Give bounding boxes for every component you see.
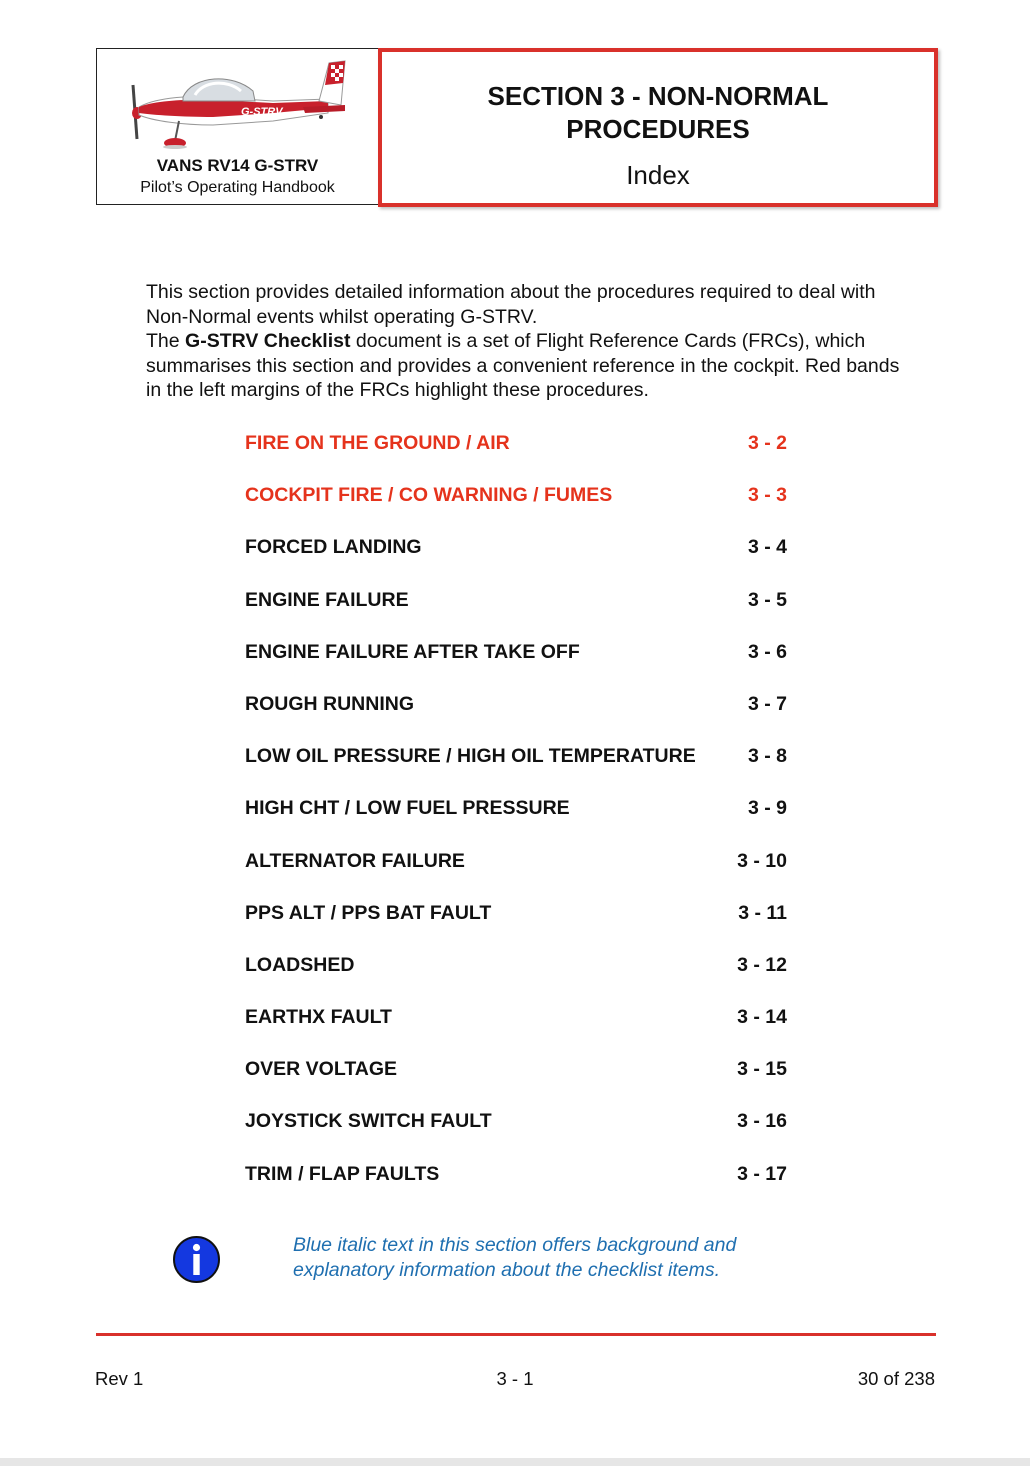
intro-prefix: The — [146, 330, 186, 353]
page-header — [96, 48, 938, 207]
toc-entry-page: 3 - 15 — [737, 1058, 787, 1081]
toc-entry-page: 3 - 12 — [737, 953, 787, 976]
toc-entry-page: 3 - 10 — [737, 849, 787, 872]
toc-entry-page: 3 - 14 — [737, 1006, 787, 1029]
toc-entry-title: HIGH CHT / LOW FUEL PRESSURE — [245, 797, 570, 820]
aircraft-illustration — [123, 55, 355, 159]
table-of-contents — [245, 428, 787, 1211]
intro-text — [146, 280, 906, 403]
toc-entry-page: 3 - 2 — [747, 432, 787, 454]
toc-entry-page: 3 - 9 — [747, 797, 787, 820]
toc-entry-title: ENGINE FAILURE AFTER TAKE OFF — [245, 640, 580, 663]
toc-entry-title: FIRE ON THE GROUND / AIR — [245, 432, 510, 454]
toc-entry-title: TRIM / FLAP FAULTS — [245, 1162, 440, 1185]
toc-entry[interactable] — [245, 950, 787, 1002]
footer-page-label: 3 - 1 — [496, 1368, 534, 1389]
toc-entry-title: COCKPIT FIRE / CO WARNING / FUMES — [245, 484, 613, 507]
header-logo-box — [96, 48, 379, 205]
toc-entry-title: LOW OIL PRESSURE / HIGH OIL TEMPERATURE — [245, 745, 696, 768]
aircraft-name: VANS RV14 G-STRV — [156, 156, 319, 175]
toc-entry-title: FORCED LANDING — [245, 536, 422, 559]
toc-entry-title: ALTERNATOR FAILURE — [245, 849, 465, 872]
toc-entry[interactable] — [245, 1106, 787, 1158]
info-icon — [172, 1235, 221, 1284]
toc-entry[interactable] — [245, 428, 787, 480]
footer-divider — [96, 1333, 936, 1336]
toc-entry[interactable] — [245, 741, 787, 793]
toc-entry[interactable] — [245, 532, 787, 584]
note-text: Blue italic text in this section offers background and explanatory information about the checklist items. — [293, 1234, 737, 1281]
toc-entry[interactable] — [245, 1002, 787, 1054]
toc-entry-page: 3 - 7 — [747, 692, 787, 715]
toc-entry-page: 3 - 4 — [747, 536, 787, 559]
toc-entry-title: JOYSTICK SWITCH FAULT — [245, 1110, 492, 1133]
footer-revision: Rev 1 — [95, 1368, 144, 1389]
toc-entry-page: 3 - 3 — [747, 484, 787, 507]
intro-paragraph-2 — [146, 329, 906, 403]
section-title: SECTION 3 - NON-NORMAL PROCEDURES — [487, 81, 829, 144]
toc-entry[interactable] — [245, 689, 787, 741]
toc-entry-page: 3 - 17 — [737, 1162, 787, 1185]
toc-entry[interactable] — [245, 480, 787, 532]
toc-entry[interactable] — [245, 846, 787, 898]
intro-suffix: document is a set of Flight Reference Cards (FRCs), which summarises this section and provides a convenient reference in the cockpit. Red bands in the left margins of the FRCs highlight these procedures. — [146, 330, 900, 402]
toc-entry-title: EARTHX FAULT — [245, 1006, 392, 1029]
toc-entry-page: 3 - 11 — [738, 901, 787, 924]
checklist-document-name: G-STRV Checklist — [185, 330, 351, 353]
toc-entry-page: 3 - 6 — [747, 640, 787, 663]
toc-entry-page: 3 - 8 — [747, 745, 787, 768]
registration-marking: G-STRV — [241, 106, 283, 118]
toc-entry[interactable] — [245, 637, 787, 689]
toc-entry[interactable] — [245, 793, 787, 845]
footer-page-count: 30 of 238 — [857, 1368, 935, 1389]
toc-entry-title: OVER VOLTAGE — [245, 1058, 398, 1081]
toc-entry-page: 3 - 16 — [737, 1110, 787, 1133]
toc-entry[interactable] — [245, 1159, 787, 1211]
section-subtitle: Index — [626, 160, 690, 190]
toc-entry-page: 3 - 5 — [747, 588, 787, 611]
intro-paragraph-1: This section provides detailed information about the procedures required to deal with Non-Normal events whilst operating G-STRV. — [146, 281, 876, 328]
toc-entry[interactable] — [245, 898, 787, 950]
toc-entry-title: ROUGH RUNNING — [245, 692, 414, 715]
toc-entry-title: PPS ALT / PPS BAT FAULT — [245, 901, 492, 924]
section-title-box — [378, 48, 938, 207]
toc-entry-title: LOADSHED — [245, 953, 355, 976]
toc-entry-title: ENGINE FAILURE — [245, 588, 409, 611]
toc-entry[interactable] — [245, 585, 787, 637]
handbook-name: Pilot’s Operating Handbook — [140, 179, 335, 196]
toc-entry[interactable] — [245, 1054, 787, 1106]
page-bottom-edge — [0, 1458, 1030, 1466]
